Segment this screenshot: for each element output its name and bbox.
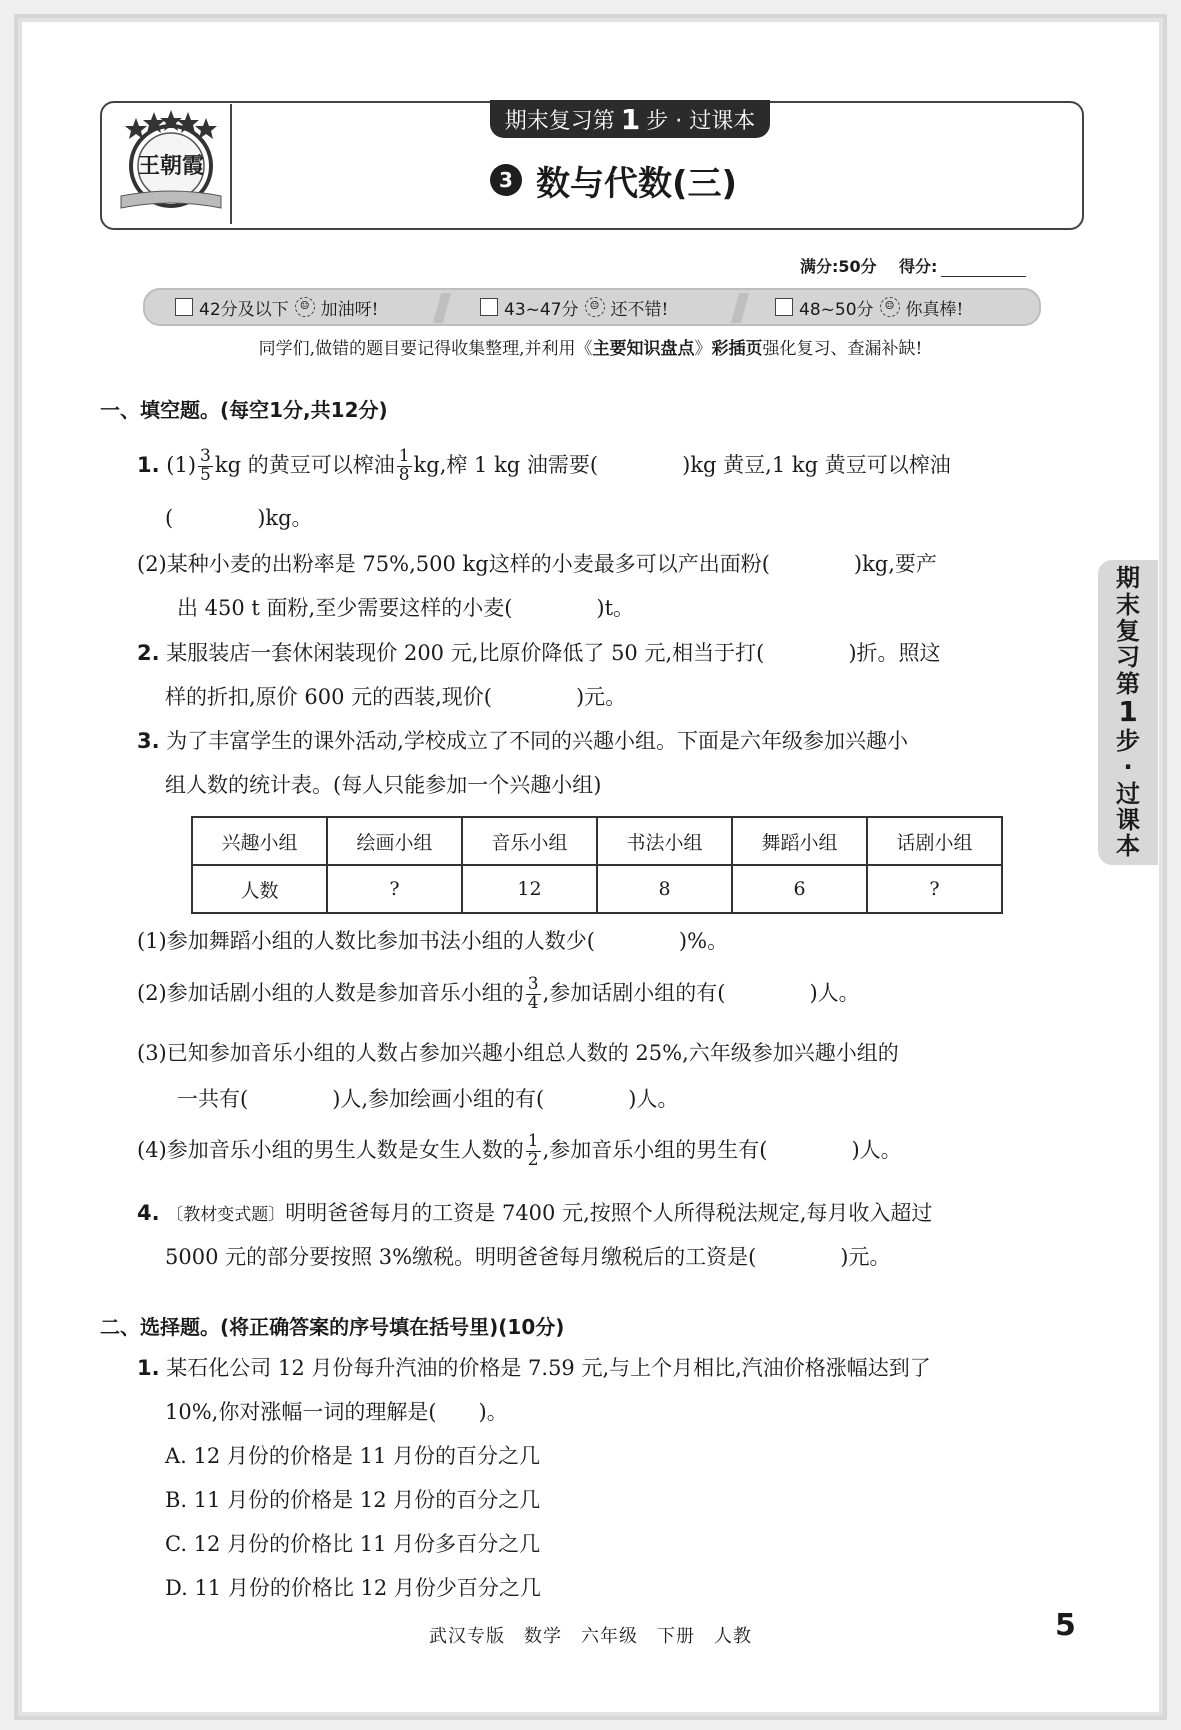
rating-option[interactable]: 42分及以下 ☺ 加油呀! bbox=[175, 294, 378, 320]
side-tab: 期 末 复 习 第 1 步 · 过 课 本 bbox=[1098, 560, 1158, 865]
q3-sub1: (1)参加舞蹈小组的人数比参加书法小组的人数少( )%。 bbox=[137, 929, 729, 953]
q3-sub4: (4)参加音乐小组的男生人数是女生人数的 $\frac{1}{2}$ ,参加音乐小组的男生有( )人。 bbox=[137, 1131, 902, 1170]
q3-line2: 组人数的统计表。(每人只能参加一个兴趣小组) bbox=[165, 773, 602, 797]
checkbox-icon[interactable] bbox=[480, 298, 498, 316]
option-c[interactable]: C. 12 月份的价格比 11 月份多百分之几 bbox=[165, 1532, 541, 1556]
s2-q1-line2: 10%,你对涨幅一词的理解是( )。 bbox=[165, 1400, 508, 1424]
s2-q1-line1: 1. 某石化公司 12 月份每升汽油的价格是 7.59 元,与上个月相比,汽油价格涨幅达到了 bbox=[137, 1356, 931, 1380]
table-cell: 音乐小组 bbox=[462, 817, 597, 865]
q1-part2-line1: (2)某种小麦的出粉率是 75%,500 kg这样的小麦最多可以产出面粉( )kg,要产 bbox=[137, 552, 937, 576]
section2-title: 二、选择题。(将正确答案的序号填在括号里)(10分) bbox=[100, 1315, 565, 1339]
q1-part1-line1: 1. (1) $\frac{3}{5}$ kg 的黄豆可以榨油 $\frac{1}{8}$ kg,榨 1 kg 油需要( )kg 黄豆,1 kg 黄豆可以榨油 bbox=[137, 446, 951, 485]
q3-line1: 3. 为了丰富学生的课外活动,学校成立了不同的兴趣小组。下面是六年级参加兴趣小 bbox=[137, 729, 908, 753]
section1-title: 一、填空题。(每空1分,共12分) bbox=[100, 398, 388, 422]
table-cell: ? bbox=[327, 865, 462, 913]
fraction: $\frac{1}{2}$ bbox=[527, 1131, 539, 1170]
checkbox-icon[interactable] bbox=[175, 298, 193, 316]
publisher-logo bbox=[116, 108, 226, 218]
option-d[interactable]: D. 11 月份的价格比 12 月份少百分之几 bbox=[165, 1576, 541, 1600]
smiley-icon: ☺ bbox=[880, 297, 900, 317]
interest-group-table bbox=[191, 816, 1003, 914]
step-number: 1 bbox=[620, 102, 641, 136]
table-cell: 8 bbox=[597, 865, 732, 913]
page-number: 5 bbox=[1055, 1608, 1076, 1643]
score-label: 得分: bbox=[898, 257, 938, 276]
step-banner bbox=[490, 100, 770, 138]
q1-part2-line2: 出 450 t 面粉,至少需要这样的小麦( )t。 bbox=[177, 596, 635, 620]
footer-text: 武汉专版 数学 六年级 下册 人教 bbox=[429, 1626, 752, 1647]
table-header-row bbox=[192, 817, 1002, 865]
q3-sub3-line2: 一共有( )人,参加绘画小组的有( )人。 bbox=[177, 1087, 679, 1111]
self-rating-bar bbox=[143, 288, 1041, 326]
rating-separator bbox=[731, 293, 749, 323]
table-cell: 书法小组 bbox=[597, 817, 732, 865]
q3-sub2: (2)参加话剧小组的人数是参加音乐小组的 $\frac{3}{4}$ ,参加话剧小组的有( )人。 bbox=[137, 974, 860, 1013]
table-cell: ? bbox=[867, 865, 1002, 913]
checkbox-icon[interactable] bbox=[775, 298, 793, 316]
option-b[interactable]: B. 11 月份的价格是 12 月份的百分之几 bbox=[165, 1488, 541, 1512]
table-cell: 兴趣小组 bbox=[192, 817, 327, 865]
table-cell: 人数 bbox=[192, 865, 327, 913]
unit-heading bbox=[490, 150, 810, 210]
option-a[interactable]: A. 12 月份的价格是 11 月份的百分之几 bbox=[165, 1444, 540, 1468]
score-blank[interactable] bbox=[941, 276, 1026, 277]
fraction: $\frac{1}{8}$ bbox=[398, 446, 410, 485]
score-line bbox=[800, 254, 1026, 277]
full-score: 满分:50分 bbox=[800, 257, 877, 276]
fraction: $\frac{3}{5}$ bbox=[200, 446, 211, 485]
q4-line2: 5000 元的部分要按照 3%缴税。明明爸爸每月缴税后的工资是( )元。 bbox=[165, 1245, 891, 1269]
unit-title: 数与代数(三) bbox=[536, 163, 738, 204]
logo-text: 王朝霞 bbox=[137, 153, 205, 179]
table-cell: 6 bbox=[732, 865, 867, 913]
fraction: $\frac{3}{4}$ bbox=[527, 974, 539, 1013]
table-cell: 绘画小组 bbox=[327, 817, 462, 865]
table-cell: 12 bbox=[462, 865, 597, 913]
q3-sub3-line1: (3)已知参加音乐小组的人数占参加兴趣小组总人数的 25%,六年级参加兴趣小组的 bbox=[137, 1041, 899, 1065]
smiley-icon: ☺ bbox=[585, 297, 605, 317]
header-divider bbox=[230, 104, 232, 224]
smiley-icon: ☺ bbox=[295, 297, 315, 317]
table-cell: 舞蹈小组 bbox=[732, 817, 867, 865]
unit-number-badge: 3 bbox=[490, 164, 522, 196]
q2-line2: 样的折扣,原价 600 元的西装,现价( )元。 bbox=[165, 685, 627, 709]
q4-line1: 4. 〔教材变式题〕明明爸爸每月的工资是 7400 元,按照个人所得税法规定,每月收入超过 bbox=[137, 1201, 933, 1225]
rating-option[interactable]: 48~50分 ☺ 你真棒! bbox=[775, 294, 963, 320]
step-suffix: 步 · 过课本 bbox=[646, 108, 756, 134]
table-cell: 话剧小组 bbox=[867, 817, 1002, 865]
review-tip: 同学们,做错的题目要记得收集整理,并利用《主要知识盘点》彩插页强化复习、查漏补缺! bbox=[258, 339, 923, 359]
table-row bbox=[192, 865, 1002, 913]
q1-part1-line2: ( )kg。 bbox=[165, 506, 313, 530]
q2-line1: 2. 某服装店一套休闲装现价 200 元,比原价降低了 50 元,相当于打( )折。照这 bbox=[137, 641, 941, 665]
rating-option[interactable]: 43~47分 ☺ 还不错! bbox=[480, 294, 668, 320]
rating-separator bbox=[433, 293, 451, 323]
step-prefix: 期末复习第 bbox=[504, 108, 615, 134]
